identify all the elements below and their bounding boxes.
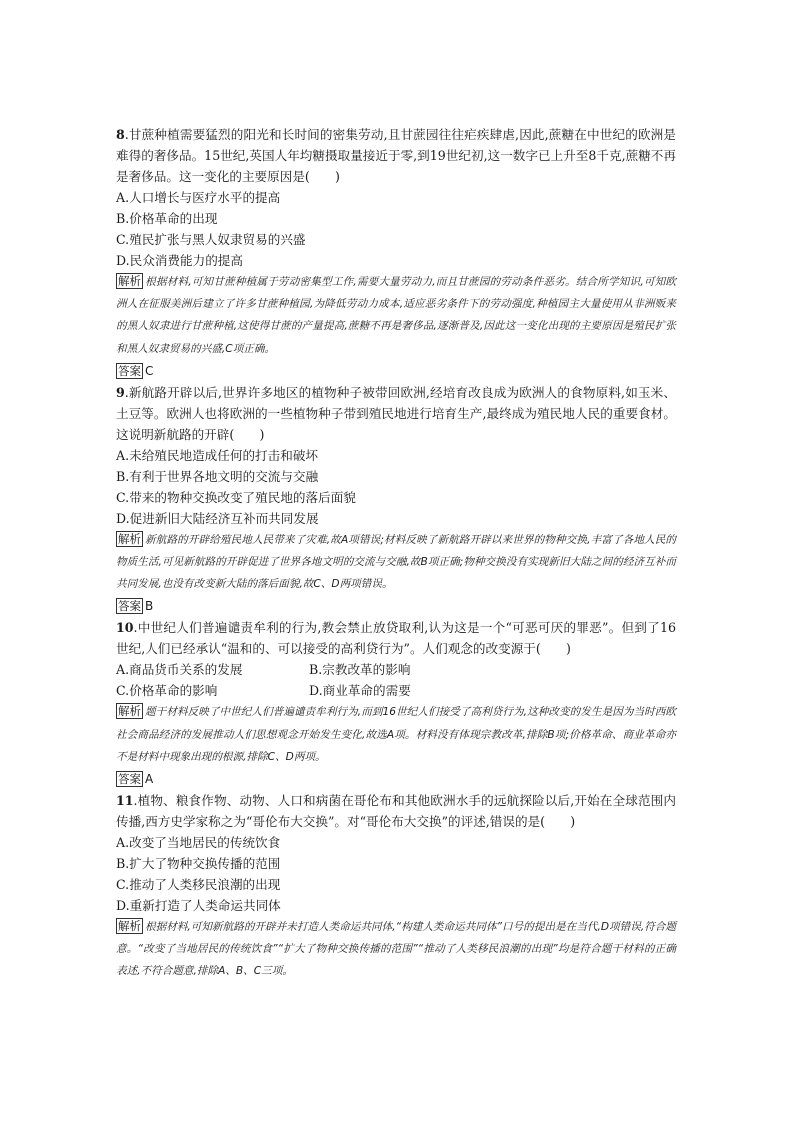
question-text: .新航路开辟以后,世界许多地区的植物种子被带回欧洲,经培育改良成为欧洲人的食物原料,如玉米、土豆等。欧洲人也将欧洲的一些植物种子带到殖民地进行培育生产,最终成为殖民地人民的重要食材。这说明新航路的开辟( ) <box>116 384 676 442</box>
option-d: D.促进新旧大陆经济互补而共同发展 <box>116 510 319 526</box>
question-number: 10 <box>116 620 134 636</box>
option-d: D.商业革命的需要 <box>309 683 411 699</box>
answer-value: A <box>145 772 154 787</box>
option-b: B.有利于世界各地文明的交流与交融 <box>116 468 319 484</box>
option-row <box>116 659 676 680</box>
question-number: 9 <box>116 384 125 400</box>
option-b: B.扩大了物种交换传播的范围 <box>116 856 281 872</box>
option-a: A.未给殖民地造成任何的打击和破坏 <box>116 447 319 463</box>
question-stem <box>116 124 676 187</box>
answer <box>116 595 676 617</box>
option-d: D.民众消费能力的提高 <box>116 253 243 268</box>
question-text: .植物、粮食作物、动物、人口和病菌在哥伦布和其他欧洲水手的远航探险以后,开始在全球范围内传播,西方史学家称之为“哥伦布大交换”。对“哥伦布大交换”的评述,错误的是( ) <box>116 793 676 830</box>
question-stem <box>116 790 676 832</box>
answer-tag: 答案 <box>118 363 141 378</box>
answer <box>116 360 676 382</box>
analysis-tag: 解析 <box>118 704 141 719</box>
question-9 <box>116 382 676 618</box>
answer-tag: 答案 <box>118 772 141 787</box>
option-c: C.殖民扩张与黑人奴隶贸易的兴盛 <box>116 232 306 247</box>
question-text: .中世纪人们普遍谴责牟利的行为,教会禁止放贷取利,认为这是一个“可恶可厌的罪恶”。但到了16世纪,人们已经承认“温和的、可以接受的高利贷行为”。人们观念的改变源于( ) <box>116 620 676 657</box>
option-a: A.改变了当地居民的传统饮食 <box>116 835 281 851</box>
question-10 <box>116 617 676 790</box>
analysis-tag: 解析 <box>118 919 141 934</box>
option-c: C.价格革命的影响 <box>116 683 218 699</box>
option-c: C.推动了人类移民浪潮的出现 <box>116 877 281 893</box>
analysis <box>116 701 676 768</box>
question-11 <box>116 790 676 983</box>
analysis-tag: 解析 <box>118 531 141 546</box>
analysis <box>116 529 676 596</box>
question-stem <box>116 382 676 445</box>
analysis-text: 题干材料反映了中世纪人们普遍谴责牟利行为,而到16世纪人们接受了高利贷行为,这种改变的发生是因为当时西欧社会商品经济的发展推动人们思想观念开始发生变化,故选A项。材料没有体现宗教改革,排除B项;价格革命、商业革命亦不是材料中现象出现的根源,排除C、D两项。 <box>116 706 676 763</box>
option-a: A.商品货币关系的发展 <box>116 662 243 678</box>
answer-tag: 答案 <box>118 599 141 614</box>
option-b: B.宗教改革的影响 <box>309 662 411 678</box>
option-row <box>116 680 676 701</box>
answer-value: C <box>145 363 154 378</box>
question-number: 11 <box>116 793 134 809</box>
answer <box>116 768 676 790</box>
option-d: D.重新打造了人类命运共同体 <box>116 898 281 914</box>
question-text: .甘蔗种植需要猛烈的阳光和长时间的密集劳动,且甘蔗园往往疟疾肆虐,因此,蔗糖在中世纪的欧洲是难得的奢侈品。15世纪,英国人年均糖摄取量接近于零,到19世纪初,这一数字已上升至8千克,蔗糖不再是奢侈品。这一变化的主要原因是( ) <box>116 127 676 184</box>
analysis-tag: 解析 <box>118 274 141 288</box>
analysis <box>116 271 676 360</box>
question-page <box>116 124 676 983</box>
question-8 <box>116 124 676 382</box>
option-b: B.价格革命的出现 <box>116 211 218 226</box>
option-a: A.人口增长与医疗水平的提高 <box>116 190 281 205</box>
question-stem <box>116 617 676 659</box>
question-number: 8 <box>116 127 125 142</box>
analysis <box>116 916 676 983</box>
analysis-text: 根据材料,可知新航路的开辟并未打造人类命运共同体,“构建人类命运共同体”口号的提出是在当代,D项错误,符合题意。“改变了当地居民的传统饮食”“扩大了物种交换传播的范围”“推动了人类移民浪潮的出现”均是符合题干材料的正确表述,不符合题意,排除A、B、C三项。 <box>116 921 676 978</box>
answer-value: B <box>145 599 154 614</box>
analysis-text: 新航路的开辟给殖民地人民带来了灾难,故A项错误;材料反映了新航路开辟以来世界的物种交换,丰富了各地人民的物质生活,可见新航路的开辟促进了世界各地文明的交流与交融,故B项正确;物种交换没有实现新旧大陆之间的经济互补而共同发展,也没有改变新大陆的落后面貌,故C、D两项错误。 <box>116 533 676 591</box>
analysis-text: 根据材料,可知甘蔗种植属于劳动密集型工作,需要大量劳动力,而且甘蔗园的劳动条件恶劣。结合所学知识,可知欧洲人在征服美洲后建立了许多甘蔗种植园,为降低劳动力成本,适应恶劣条件下的劳动强度,种植园主大量使用从非洲贩来的黑人奴隶进行甘蔗种植,这使得甘蔗的产量提高,蔗糖不再是奢侈品,逐渐普及,因此这一变化出现的主要原因是殖民扩张和黑人奴隶贸易的兴盛,C项正确。 <box>116 276 676 355</box>
option-c: C.带来的物种交换改变了殖民地的落后面貌 <box>116 489 356 505</box>
